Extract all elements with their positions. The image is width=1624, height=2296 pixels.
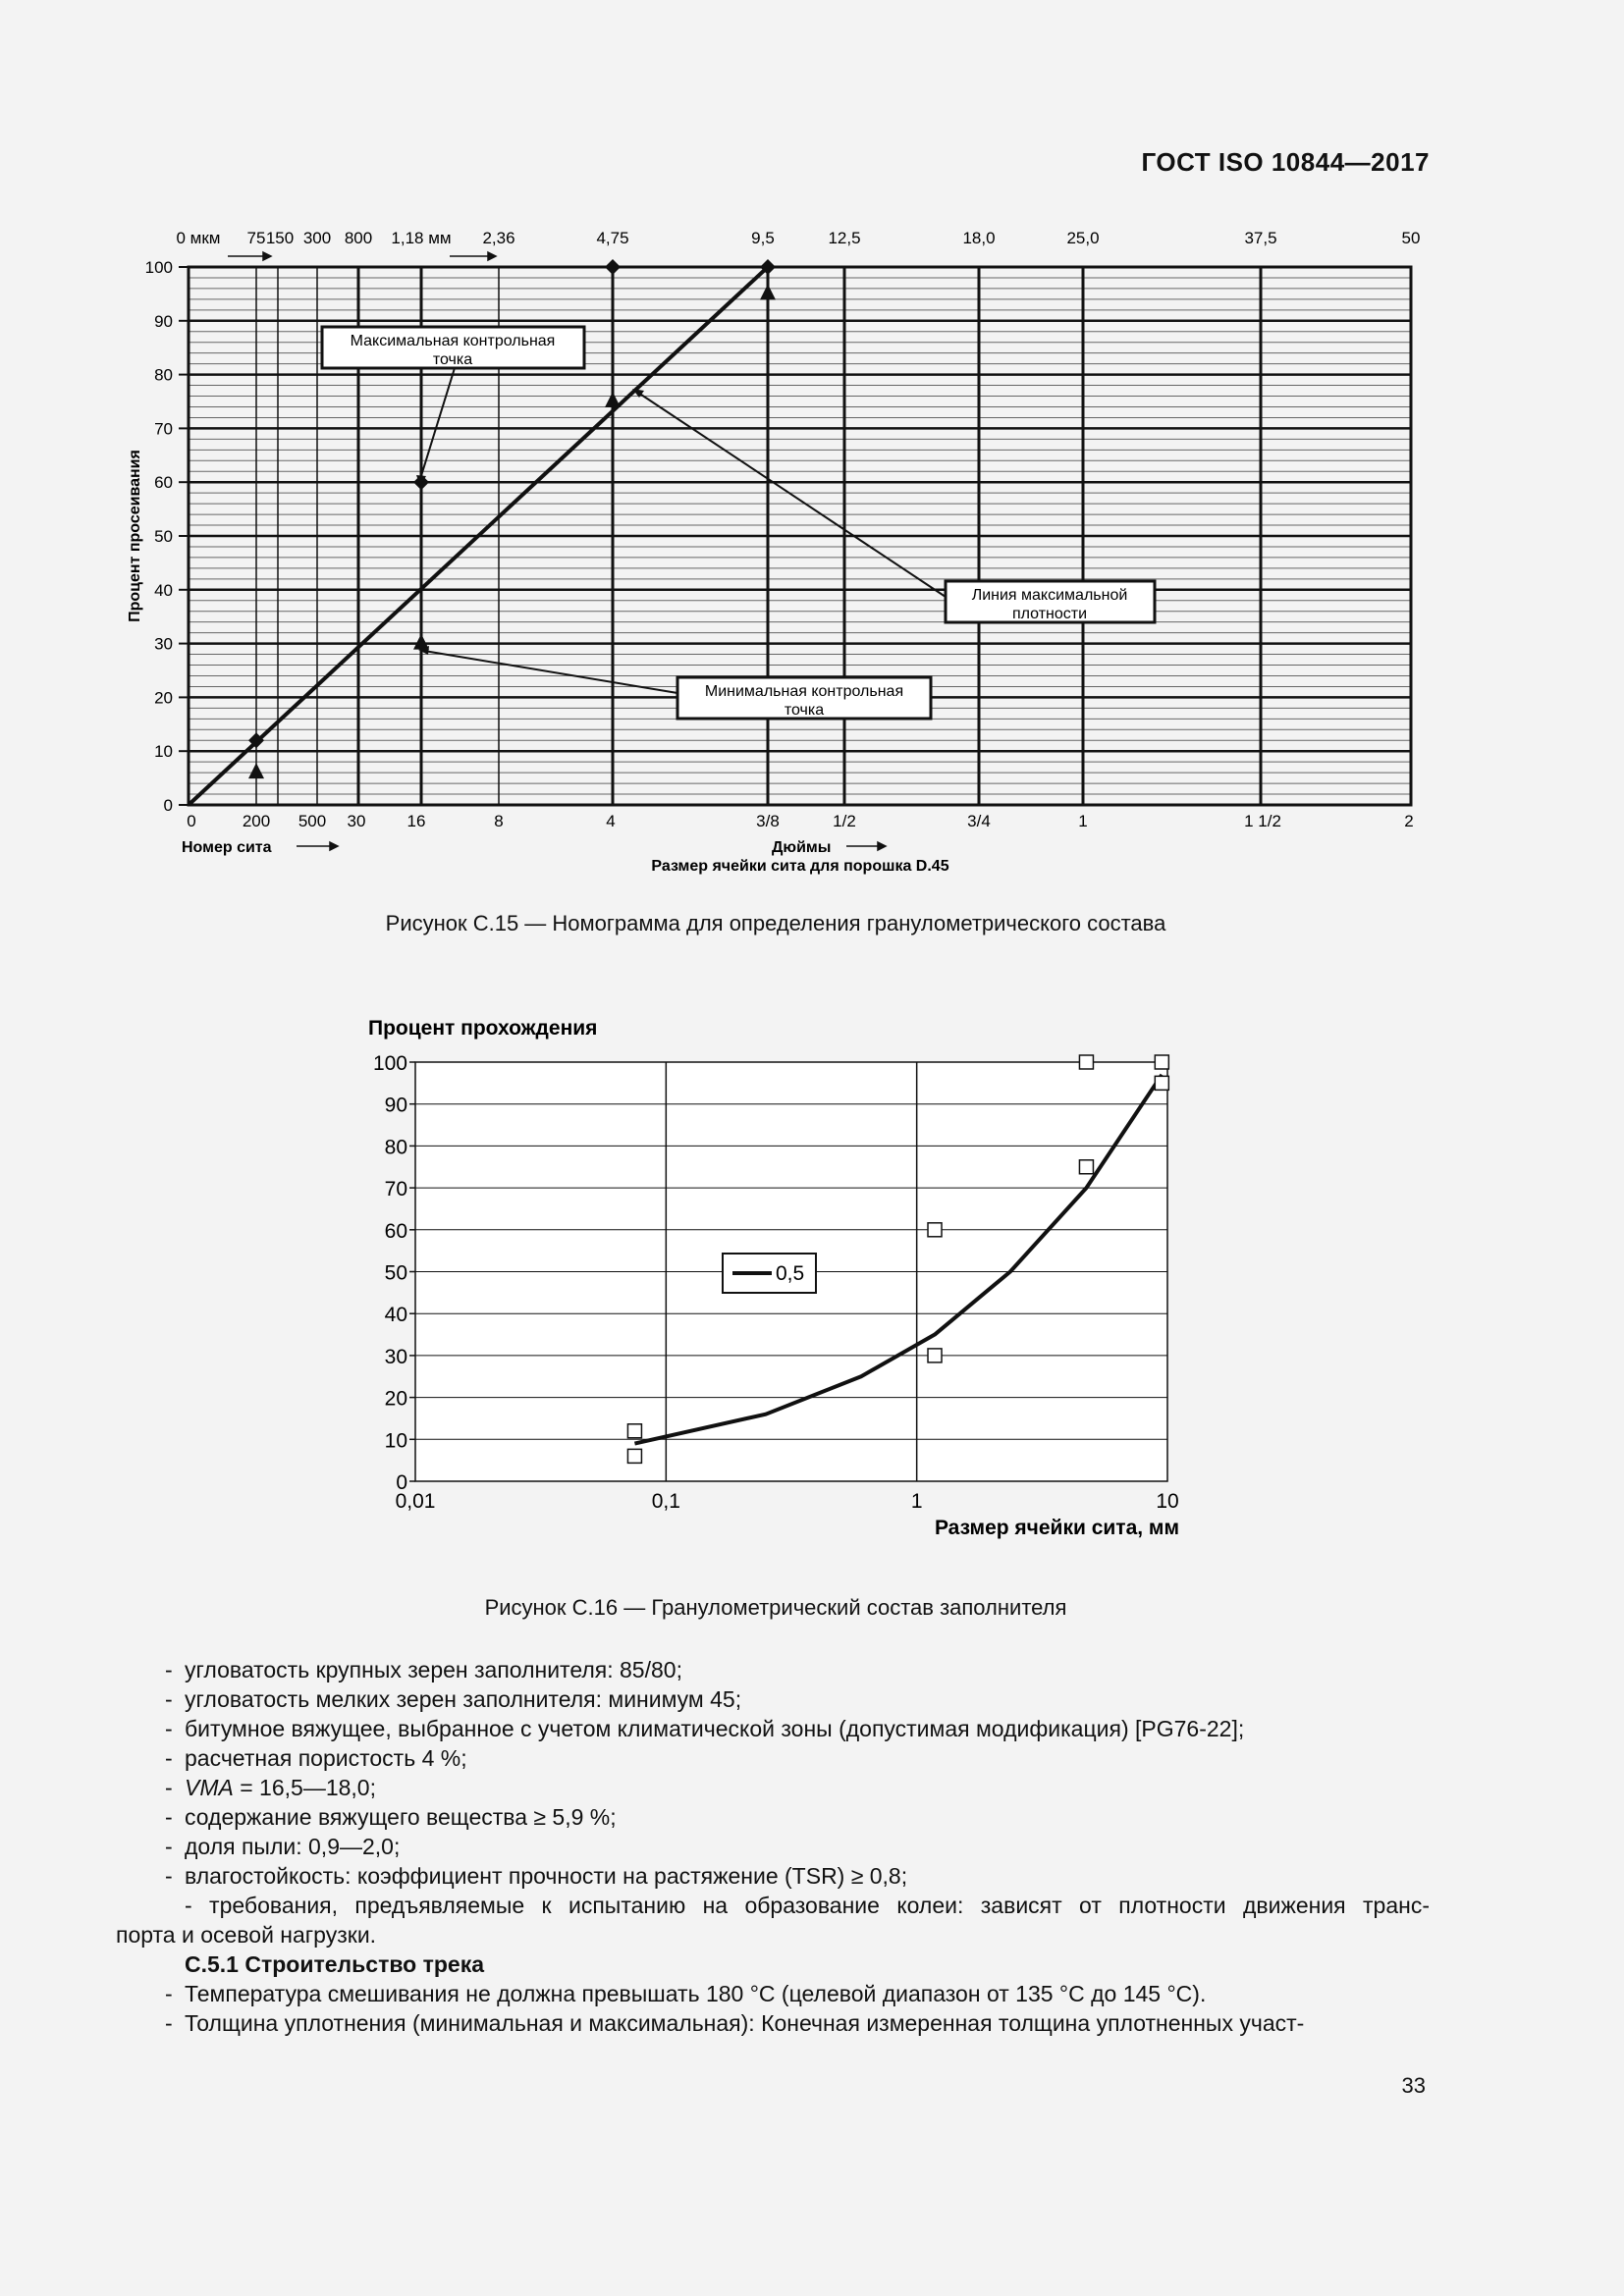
top-tick-label: 75	[246, 229, 266, 247]
bottom-tick-label: 4	[606, 812, 616, 830]
top-tick-label: 800	[344, 229, 373, 247]
bottom-tick-label: 16	[406, 812, 426, 830]
vma-term: VMA	[185, 1775, 234, 1800]
list-item: - расчетная пористость 4 %;	[165, 1745, 467, 1771]
y-tick-label: 90	[154, 311, 173, 331]
y-tick-label: 70	[154, 419, 173, 439]
svg-text:точка: точка	[784, 702, 825, 719]
y-tick-label: 40	[154, 580, 173, 600]
sieve-number-label: Номер сита	[182, 839, 272, 856]
body-text	[116, 1655, 1430, 2038]
list-item: - битумное вяжущее, выбранное с учетом климатической зоны (допустимая модификация) [PG76-22];	[165, 1716, 1245, 1741]
top-tick-label: 300	[302, 229, 332, 247]
section-heading: С.5.1 Строительство трека	[185, 1951, 485, 1977]
rutting-requirement-line2: порта и осевой нагрузки.	[116, 1922, 377, 1948]
y-axis-title: Процент просеивания	[127, 450, 143, 622]
max-control-point	[605, 259, 621, 275]
chart2-y-tick-label: 90	[384, 1094, 407, 1117]
rutting-requirement-line1: - требования, предъявляемые к испытанию на образование колеи: зависят от плотности движения транс-	[185, 1893, 1430, 1918]
min-control-point	[760, 284, 776, 299]
y-tick-label: 30	[154, 634, 173, 654]
control-point-marker	[928, 1223, 942, 1237]
y-tick-label: 20	[154, 688, 173, 708]
list-item: - VMA = 16,5—18,0;	[165, 1775, 376, 1800]
bottom-tick-label: 0	[187, 812, 196, 830]
chart2-x-tick-label: 10	[1156, 1490, 1179, 1513]
bottom-tick-labels	[187, 812, 1413, 830]
top-tick-label: 12,5	[828, 229, 861, 247]
svg-text:Минимальная контрольная: Минимальная контрольная	[704, 683, 904, 700]
figure-caption-c16: Рисунок С.16 — Гранулометрический состав заполнителя	[484, 1595, 1067, 1620]
svg-text:плотности: плотности	[1011, 606, 1088, 622]
top-tick-label: 2,36	[482, 229, 515, 247]
y-tick-labels	[145, 258, 189, 815]
top-tick-label: 1,18 мм	[391, 229, 452, 247]
y-tick-label: 10	[154, 742, 173, 762]
bottom-tick-label: 3/4	[967, 812, 991, 830]
control-point-marker	[928, 1349, 942, 1362]
chart2-legend	[723, 1254, 816, 1293]
svg-text:Максимальная контрольная: Максимальная контрольная	[350, 333, 556, 349]
chart2-x-tick-labels	[396, 1490, 1179, 1513]
top-tick-label: 4,75	[596, 229, 629, 247]
list-item: - угловатость мелких зерен заполнителя: минимум 45;	[165, 1686, 742, 1712]
list-item: - влагостойкость: коэффициент прочности на растяжение (TSR) ≥ 0,8;	[165, 1863, 908, 1889]
chart2-y-tick-label: 70	[384, 1178, 407, 1201]
min-control-point	[248, 763, 264, 778]
top-tick-label: 0 мкм	[176, 229, 221, 247]
control-point-marker	[1079, 1160, 1093, 1174]
top-tick-label: 50	[1401, 229, 1421, 247]
bottom-tick-label: 500	[298, 812, 327, 830]
list-item: - угловатость крупных зерен заполнителя: 85/80;	[165, 1657, 682, 1682]
list-item: - Толщина уплотнения (минимальная и максимальная): Конечная измеренная толщина уплотненных участ-	[165, 2010, 1305, 2036]
svg-text:Линия максимальной: Линия максимальной	[971, 587, 1128, 604]
callout-max-density	[632, 389, 1155, 622]
figure-caption-c15: Рисунок С.15 — Номограмма для определения гранулометрического состава	[385, 911, 1166, 935]
y-tick-label: 50	[154, 527, 173, 546]
svg-text:точка: точка	[432, 351, 473, 368]
min-control-point	[605, 392, 621, 407]
legend-label: 0,5	[776, 1262, 805, 1285]
control-point-marker	[1079, 1055, 1093, 1069]
y-tick-label: 80	[154, 365, 173, 385]
bottom-tick-label: 8	[494, 812, 504, 830]
chart2-y-tick-label: 20	[384, 1387, 407, 1411]
chart2-y-tick-label: 100	[372, 1052, 407, 1075]
chart2-y-tick-label: 30	[384, 1345, 407, 1368]
bottom-tick-label: 1/2	[833, 812, 856, 830]
control-point-marker	[627, 1424, 641, 1438]
x-axis-title: Размер ячейки сита для порошка D.45	[651, 858, 949, 875]
list-item: - Температура смешивания не должна превышать 180 °С (целевой диапазон от 135 °С до 145 °С).	[165, 1981, 1207, 2006]
top-tick-label: 37,5	[1244, 229, 1277, 247]
inches-label: Дюймы	[772, 839, 832, 856]
y-tick-label: 60	[154, 473, 173, 493]
chart2-y-tick-label: 40	[384, 1304, 407, 1327]
page-number: 33	[1401, 2073, 1426, 2098]
bottom-tick-label: 200	[242, 812, 271, 830]
top-tick-label: 25,0	[1066, 229, 1100, 247]
top-tick-label: 150	[265, 229, 295, 247]
chart2-y-tick-labels	[373, 1052, 415, 1494]
chart2-y-tick-label: 80	[384, 1136, 407, 1159]
bottom-tick-label: 2	[1404, 812, 1414, 830]
list-item: - доля пыли: 0,9—2,0;	[165, 1834, 401, 1859]
y-tick-label: 0	[163, 796, 173, 815]
sieve-arrow	[297, 842, 338, 850]
control-point-marker	[1155, 1076, 1168, 1090]
top-tick-label: 9,5	[751, 229, 775, 247]
document-header: ГОСТ ISO 10844—2017	[1141, 147, 1430, 177]
control-point-marker	[627, 1449, 641, 1463]
control-point-marker	[1155, 1055, 1168, 1069]
chart2-x-tick-label: 0,1	[651, 1490, 680, 1513]
chart2-y-axis-title: Процент прохождения	[368, 1017, 598, 1040]
chart2-x-axis-title: Размер ячейки сита, мм	[934, 1517, 1179, 1539]
inches-arrow	[846, 842, 886, 850]
chart2-y-tick-label: 50	[384, 1261, 407, 1285]
nomogram-chart	[0, 0, 1624, 903]
gradation-chart	[0, 991, 1624, 1571]
chart2-y-tick-label: 0	[396, 1471, 407, 1494]
chart2-x-tick-label: 1	[910, 1490, 923, 1513]
chart2-y-tick-label: 10	[384, 1429, 407, 1453]
list-item: - содержание вяжущего вещества ≥ 5,9 %;	[165, 1804, 617, 1830]
bottom-tick-label: 30	[347, 812, 366, 830]
bottom-tick-label: 1	[1078, 812, 1088, 830]
chart2-x-tick-label: 0,01	[395, 1490, 436, 1513]
chart2-y-tick-label: 60	[384, 1219, 407, 1243]
top-arrows	[228, 252, 496, 260]
y-tick-label: 100	[144, 258, 173, 277]
top-tick-labels	[177, 229, 1421, 247]
bottom-tick-label: 3/8	[756, 812, 780, 830]
top-tick-label: 18,0	[962, 229, 996, 247]
bottom-tick-label: 1 1/2	[1244, 812, 1281, 830]
